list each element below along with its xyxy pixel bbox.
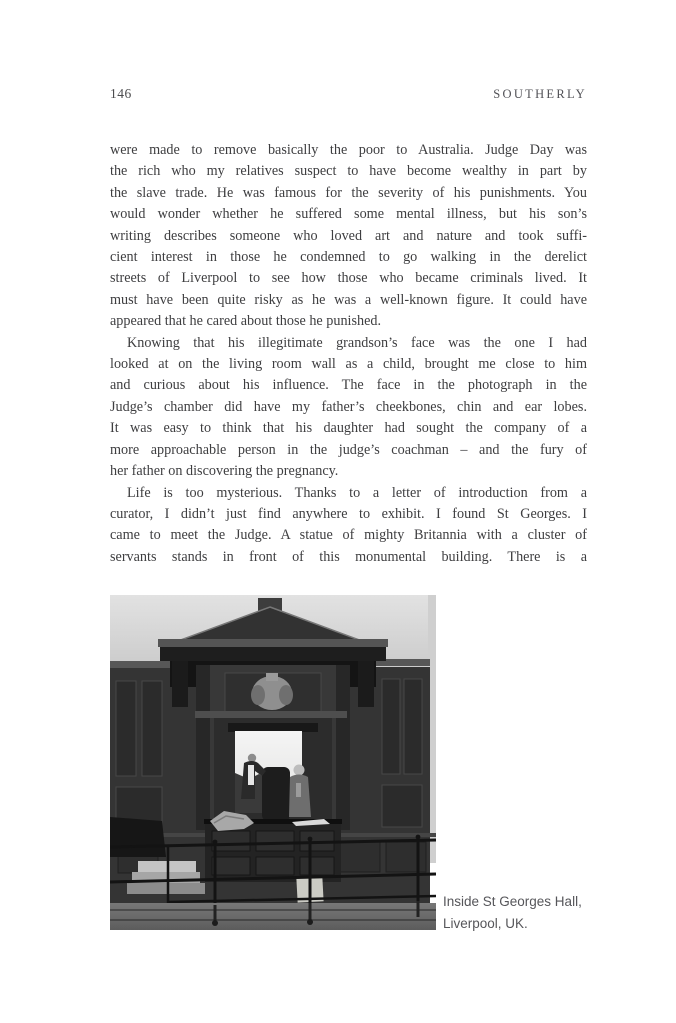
text-line: cient interest in those he condemned to go walking in the derelict: [110, 249, 587, 266]
body-text: [110, 140, 587, 568]
text-line: streets of Liverpool to see how those who became criminals lived. It: [110, 270, 587, 287]
text-line: Knowing that his illegitimate grandson’s face was the one I had: [127, 334, 587, 351]
caption-line: Inside St Georges Hall,: [443, 894, 582, 909]
text-line: It was easy to think that his daughter had sought the company of a: [110, 420, 587, 437]
judges-bench: [204, 811, 342, 882]
running-head-title: SOUTHERLY: [493, 87, 587, 101]
text-line: would wonder whether he suffered some mental illness, but his son’s: [110, 206, 587, 223]
floor: [110, 901, 436, 930]
text-line: Life is too mysterious. Thanks to a letter of introduction from a: [127, 484, 587, 501]
text-line: Judge’s chamber did have my father’s cheekbones, chin and ear lobes.: [110, 398, 587, 415]
text-line: must have been quite risky as he was a well-known figure. It could have: [110, 291, 587, 308]
text-line: more approachable person in the judge’s coachman – and the fury of: [110, 441, 587, 458]
courtroom-photo-art: [110, 595, 436, 930]
paragraph: [110, 483, 587, 569]
text-line: the rich who my relatives suspect to have become wealthy in part by: [110, 163, 587, 180]
page-number: 146: [110, 86, 132, 101]
text-line: were made to remove basically the poor to Australia. Judge Day was: [110, 142, 587, 158]
paragraph: [110, 333, 587, 483]
text-line: looked at on the living room wall as a child, brought me close to him: [110, 356, 587, 373]
text-line: curator, I didn’t just find anywhere to exhibit. I found St Georges. I: [110, 505, 587, 522]
text-line: servants stands in front of this monumental building. There is a: [110, 548, 587, 565]
text-line: writing describes someone who loved art and nature and took suffi-: [110, 227, 587, 244]
text-line: came to meet the Judge. A statue of mighty Britannia with a cluster of: [110, 527, 587, 544]
text-line: her father on discovering the pregnancy.: [110, 463, 339, 480]
paragraph: [110, 140, 587, 333]
courtroom-photo: [110, 595, 436, 930]
text-line: appeared that he cared about those he punished.: [110, 313, 382, 330]
text-line: the slave trade. He was famous for the severity of his punishments. You: [110, 184, 587, 201]
caption-line: Liverpool, UK.: [443, 915, 528, 931]
running-head: [110, 86, 587, 102]
text-line: and curious about his influence. The face in the photograph in the: [110, 377, 587, 394]
photo-caption: [443, 891, 613, 934]
